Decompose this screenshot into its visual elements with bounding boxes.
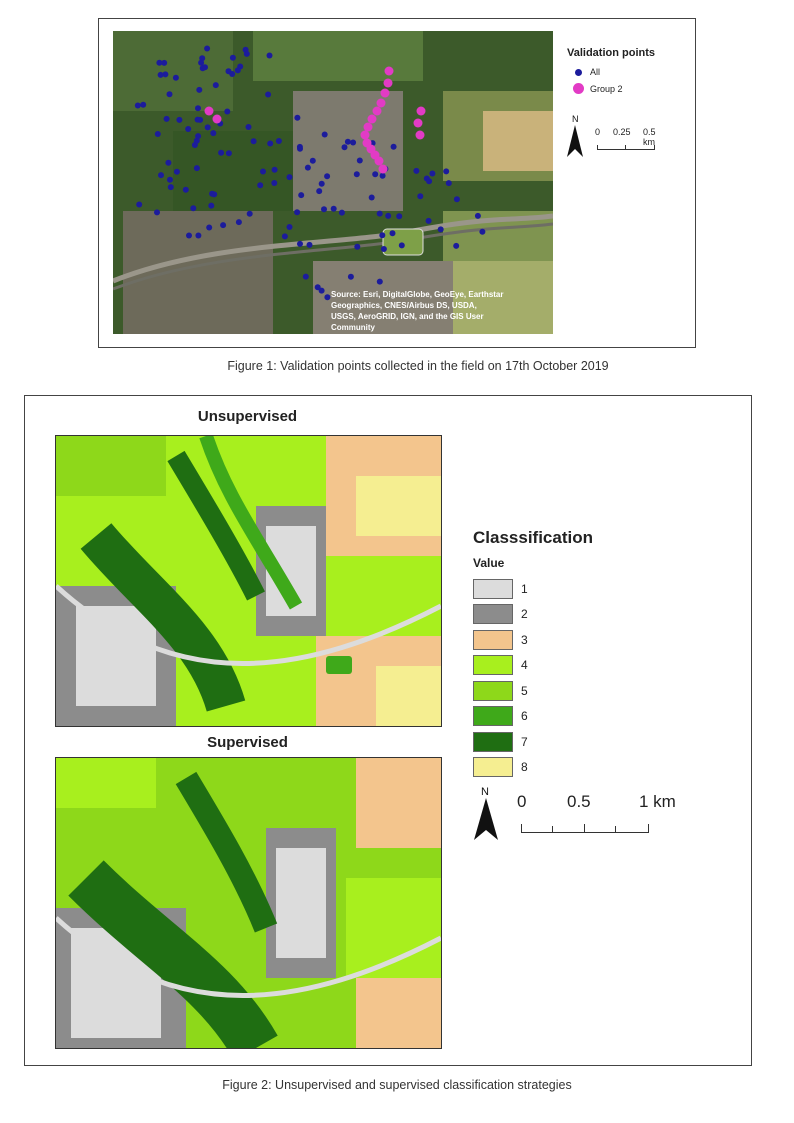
validation-point xyxy=(267,53,273,59)
class-swatch xyxy=(473,732,513,752)
validation-point-group2 xyxy=(377,99,386,108)
fig2-legend-subtitle: Value xyxy=(473,556,505,570)
validation-point-group2 xyxy=(385,67,394,76)
fig2-north-arrow-icon xyxy=(471,784,501,844)
fig1-scale-1: 0.25 xyxy=(613,127,631,137)
validation-point xyxy=(185,126,191,132)
validation-point-group2 xyxy=(416,131,425,140)
validation-point xyxy=(226,150,232,156)
validation-point xyxy=(319,288,325,294)
validation-point-group2 xyxy=(373,107,382,116)
class-label: 6 xyxy=(521,709,528,724)
class-legend-item xyxy=(473,576,673,602)
class-swatch xyxy=(473,706,513,726)
class-legend-item xyxy=(473,678,673,704)
validation-point xyxy=(321,206,327,212)
validation-point xyxy=(186,233,192,239)
validation-point xyxy=(443,168,449,174)
validation-point xyxy=(164,116,170,122)
validation-point xyxy=(298,192,304,198)
supervised-map xyxy=(55,757,442,1049)
class-swatch xyxy=(473,604,513,624)
validation-point xyxy=(224,109,230,115)
fig2-north-label: N xyxy=(481,786,489,798)
class-swatch xyxy=(473,655,513,675)
fig1-scale-0: 0 xyxy=(595,127,601,137)
class-label: 3 xyxy=(521,632,528,647)
validation-point xyxy=(195,233,201,239)
class-list xyxy=(473,576,673,780)
class-legend-item xyxy=(473,602,673,628)
validation-point-group2 xyxy=(213,115,222,124)
class-label: 4 xyxy=(521,658,528,673)
validation-point xyxy=(196,87,202,93)
validation-point-group2 xyxy=(364,123,373,132)
fig1-north-label: N xyxy=(572,114,579,124)
validation-point xyxy=(202,64,208,70)
panel-title-supervised: Supervised xyxy=(207,734,288,751)
class-label: 7 xyxy=(521,734,528,749)
validation-point-group2 xyxy=(379,165,388,174)
validation-point xyxy=(244,51,250,57)
class-swatch xyxy=(473,681,513,701)
class-label: 5 xyxy=(521,683,528,698)
figure1-frame xyxy=(98,18,696,348)
validation-point xyxy=(287,174,293,180)
validation-point xyxy=(251,138,257,144)
validation-point xyxy=(377,211,383,217)
validation-point xyxy=(272,167,278,173)
validation-point xyxy=(195,105,201,111)
validation-point xyxy=(226,68,232,74)
panel-title-unsupervised: Unsupervised xyxy=(197,408,298,425)
validation-point xyxy=(390,230,396,236)
validation-point xyxy=(197,117,203,123)
validation-point xyxy=(350,140,356,146)
validation-point xyxy=(208,203,214,209)
validation-point xyxy=(479,229,485,235)
validation-point xyxy=(369,195,375,201)
validation-point xyxy=(176,117,182,123)
validation-point xyxy=(310,158,316,164)
validation-point xyxy=(287,224,293,230)
class-legend-item xyxy=(473,627,673,653)
class-label: 1 xyxy=(521,581,528,596)
validation-point xyxy=(165,160,171,166)
validation-point xyxy=(140,102,146,108)
validation-point xyxy=(322,132,328,138)
validation-point xyxy=(354,244,360,250)
validation-point xyxy=(161,60,167,66)
class-label: 8 xyxy=(521,760,528,775)
validation-point xyxy=(372,171,378,177)
class-swatch xyxy=(473,630,513,650)
validation-point xyxy=(446,180,452,186)
figure2-caption: Figure 2: Unsupervised and supervised classification strategies xyxy=(222,1078,572,1092)
validation-point xyxy=(324,173,330,179)
legend-label-all: All xyxy=(590,67,601,77)
validation-point xyxy=(438,226,444,232)
validation-point xyxy=(316,188,322,194)
validation-point xyxy=(385,213,391,219)
validation-point-group2 xyxy=(381,89,390,98)
validation-point-group2 xyxy=(368,115,377,124)
validation-point xyxy=(205,124,211,130)
fig2-legend-title: Classsification xyxy=(473,528,593,547)
validation-point xyxy=(339,210,345,216)
validation-point xyxy=(158,172,164,178)
validation-point-group2 xyxy=(205,107,214,116)
validation-point xyxy=(331,206,337,212)
fig1-scale-2: 0.5 km xyxy=(643,127,656,147)
validation-point xyxy=(297,146,303,152)
validation-point xyxy=(174,169,180,175)
validation-point xyxy=(305,165,311,171)
validation-point xyxy=(260,169,266,175)
validation-point xyxy=(246,124,252,130)
validation-point xyxy=(391,144,397,150)
map-attribution: Source: Esri, DigitalGlobe, GeoEye, Earthstar Geographics, CNES/Airbus DS, USDA, USGS, AeroGRID, IGN, and the GIS User Community xyxy=(331,290,504,332)
validation-point xyxy=(218,150,224,156)
validation-point xyxy=(195,133,201,139)
validation-point xyxy=(354,171,360,177)
validation-point xyxy=(303,274,309,280)
validation-point xyxy=(230,55,236,61)
validation-point xyxy=(194,165,200,171)
fig1-legend-title: Validation points xyxy=(567,47,656,59)
validation-point xyxy=(235,67,241,73)
validation-point-group2 xyxy=(361,131,370,140)
class-legend-item xyxy=(473,755,673,781)
validation-point xyxy=(324,294,330,300)
validation-point xyxy=(453,243,459,249)
validation-point xyxy=(154,209,160,215)
validation-point xyxy=(183,187,189,193)
validation-point xyxy=(297,241,303,247)
validation-point xyxy=(204,46,210,52)
validation-point xyxy=(454,196,460,202)
validation-point xyxy=(276,138,282,144)
validation-point-group2 xyxy=(384,79,393,88)
validation-point xyxy=(135,103,141,109)
validation-point-group2 xyxy=(375,157,384,166)
validation-point xyxy=(190,205,196,211)
class-legend-item xyxy=(473,653,673,679)
validation-point xyxy=(413,168,419,174)
validation-point xyxy=(155,131,161,137)
legend-dot-group2-icon xyxy=(573,83,584,94)
class-label: 2 xyxy=(521,607,528,622)
validation-point xyxy=(417,193,423,199)
figure1-caption: Figure 1: Validation points collected in the field on 17th October 2019 xyxy=(227,359,609,373)
fig2-scale-bar xyxy=(515,792,695,842)
validation-point xyxy=(282,233,288,239)
validation-point xyxy=(167,177,173,183)
validation-point xyxy=(247,211,253,217)
legend-dot-all-icon xyxy=(575,69,582,76)
validation-point xyxy=(206,225,212,231)
fig2-scale-0: 0 xyxy=(517,792,527,811)
validation-point xyxy=(267,141,273,147)
validation-point xyxy=(379,232,385,238)
satellite-map xyxy=(113,31,553,334)
validation-point xyxy=(381,246,387,252)
validation-point xyxy=(294,209,300,215)
validation-point xyxy=(319,181,325,187)
fig2-scale-1: 0.5 xyxy=(567,792,591,811)
validation-point xyxy=(342,144,348,150)
validation-point xyxy=(158,72,164,78)
validation-point xyxy=(168,184,174,190)
validation-point xyxy=(265,92,271,98)
validation-point xyxy=(211,191,217,197)
validation-point xyxy=(345,139,351,145)
class-swatch xyxy=(473,757,513,777)
validation-point xyxy=(475,213,481,219)
validation-point xyxy=(426,218,432,224)
legend-label-group2: Group 2 xyxy=(590,83,623,94)
validation-point xyxy=(236,219,242,225)
fig2-legend xyxy=(473,528,673,780)
unsupervised-map xyxy=(55,435,442,727)
validation-point xyxy=(357,158,363,164)
fig1-scale-bar xyxy=(593,127,663,157)
validation-point xyxy=(198,60,204,66)
north-arrow-icon xyxy=(565,113,585,161)
validation-point xyxy=(307,242,313,248)
validation-point xyxy=(213,82,219,88)
validation-point-group2 xyxy=(417,107,426,116)
validation-point xyxy=(167,91,173,97)
validation-point xyxy=(380,173,386,179)
validation-point xyxy=(271,180,277,186)
validation-point xyxy=(294,115,300,121)
class-legend-item xyxy=(473,704,673,730)
validation-point xyxy=(257,182,263,188)
validation-point-group2 xyxy=(414,119,423,128)
fig2-scale-2: 1 km xyxy=(639,792,676,811)
figure2-frame xyxy=(24,395,752,1066)
validation-point xyxy=(426,178,432,184)
class-swatch xyxy=(473,579,513,599)
validation-point xyxy=(173,75,179,81)
validation-point xyxy=(429,171,435,177)
validation-point xyxy=(396,213,402,219)
fig1-legend xyxy=(567,47,687,94)
validation-point xyxy=(210,130,216,136)
class-legend-item xyxy=(473,729,673,755)
validation-point xyxy=(399,242,405,248)
validation-point xyxy=(377,279,383,285)
validation-point xyxy=(136,202,142,208)
validation-point xyxy=(220,222,226,228)
validation-point xyxy=(348,274,354,280)
